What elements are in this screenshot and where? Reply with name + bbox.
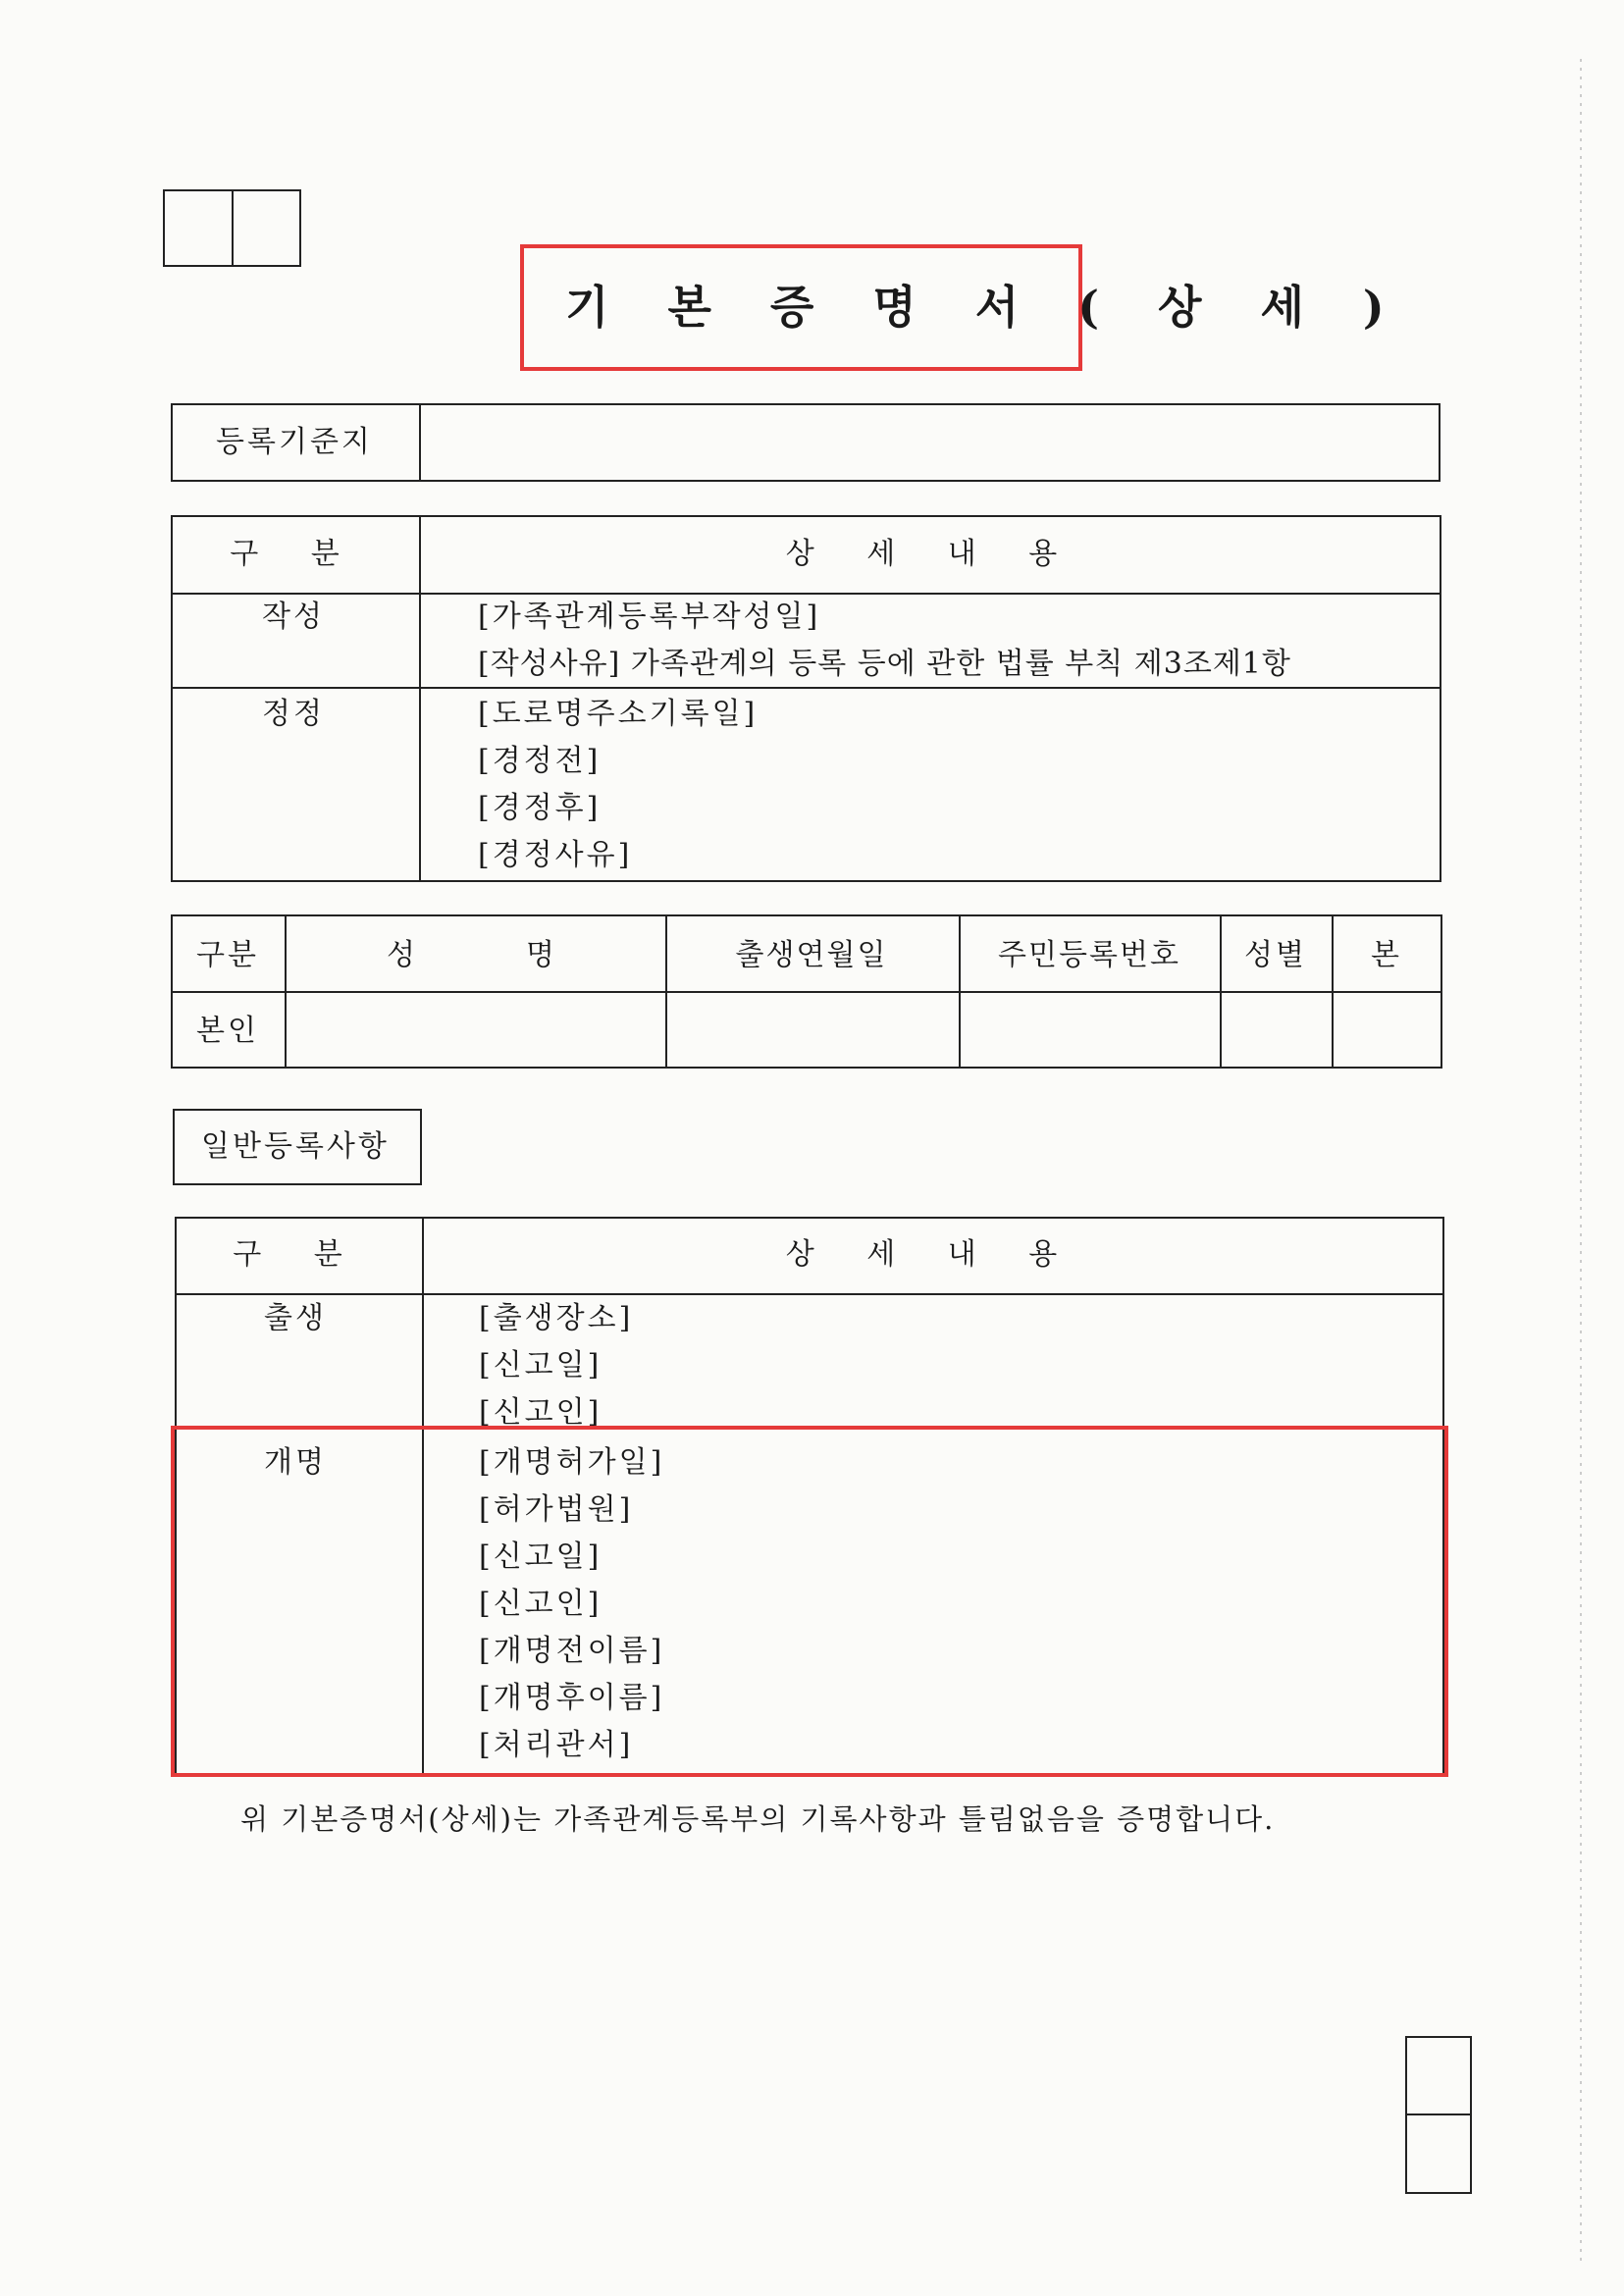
table2-row-line: [신고일] xyxy=(479,1348,602,1383)
person-header-category: 구분 xyxy=(196,938,259,972)
scan-edge xyxy=(1580,59,1582,2267)
table2-row-line: [개명전이름] xyxy=(479,1634,665,1668)
table2-row-line: [허가법원] xyxy=(479,1492,634,1527)
table1-row-line: [경정사유] xyxy=(478,838,633,872)
table2-row-line: [신고일] xyxy=(479,1539,602,1574)
table1-row-line: [도로명주소기록일] xyxy=(478,697,759,731)
table1-row-category: 작성 xyxy=(262,600,325,634)
rename-highlight xyxy=(171,1426,1448,1777)
registry-label: 등록기준지 xyxy=(216,425,373,459)
table2-row-line: [신고인] xyxy=(479,1587,602,1621)
table2-row-line: [개명후이름] xyxy=(479,1681,665,1715)
table1-row-category: 정정 xyxy=(262,697,325,731)
bottom-stamp-box-top xyxy=(1405,2036,1472,2115)
person-header-sex: 성별 xyxy=(1244,938,1307,972)
table1-header-detail: 상 세 내 용 xyxy=(785,537,1079,571)
certification-statement: 위 기본증명서(상세)는 가족관계등록부의 기록사항과 틀림없음을 증명합니다. xyxy=(240,1802,1276,1836)
stamp-box-right xyxy=(232,189,301,267)
table2-header-category: 구 분 xyxy=(233,1237,364,1272)
table2-row-line: [개명허가일] xyxy=(479,1445,665,1480)
bottom-stamp-box-bottom xyxy=(1405,2113,1472,2194)
person-header-birthdate: 출생연월일 xyxy=(735,938,888,972)
table1-row-line: [경정전] xyxy=(478,744,602,778)
table2-row-line: [신고인] xyxy=(479,1395,602,1430)
table2-row-line: [처리관서] xyxy=(479,1728,634,1762)
table1-row-line: [경정후] xyxy=(478,791,602,825)
person-header-resident-number: 주민등록번호 xyxy=(998,938,1180,972)
person-header-given-name: 명 xyxy=(526,938,557,972)
page-title: 기 본 증 명 서 ( 상 세 ) xyxy=(565,281,1406,334)
stamp-box-left xyxy=(163,189,234,267)
table2-row-category: 개명 xyxy=(264,1445,327,1480)
person-header-surname: 성 xyxy=(387,938,418,972)
table2-row-line: [출생장소] xyxy=(479,1301,634,1335)
table2-row-category: 출생 xyxy=(264,1301,327,1335)
person-row-category: 본인 xyxy=(196,1014,259,1048)
table1-row-line: [가족관계등록부작성일] xyxy=(478,600,821,634)
general-label: 일반등록사항 xyxy=(201,1129,390,1164)
table2-header-detail: 상 세 내 용 xyxy=(785,1237,1079,1272)
table1-row-line: [작성사유] 가족관계의 등록 등에 관한 법률 부칙 제3조제1항 xyxy=(478,647,1291,681)
table1-header-category: 구 분 xyxy=(230,537,361,571)
person-header-clan: 본 xyxy=(1371,938,1402,972)
